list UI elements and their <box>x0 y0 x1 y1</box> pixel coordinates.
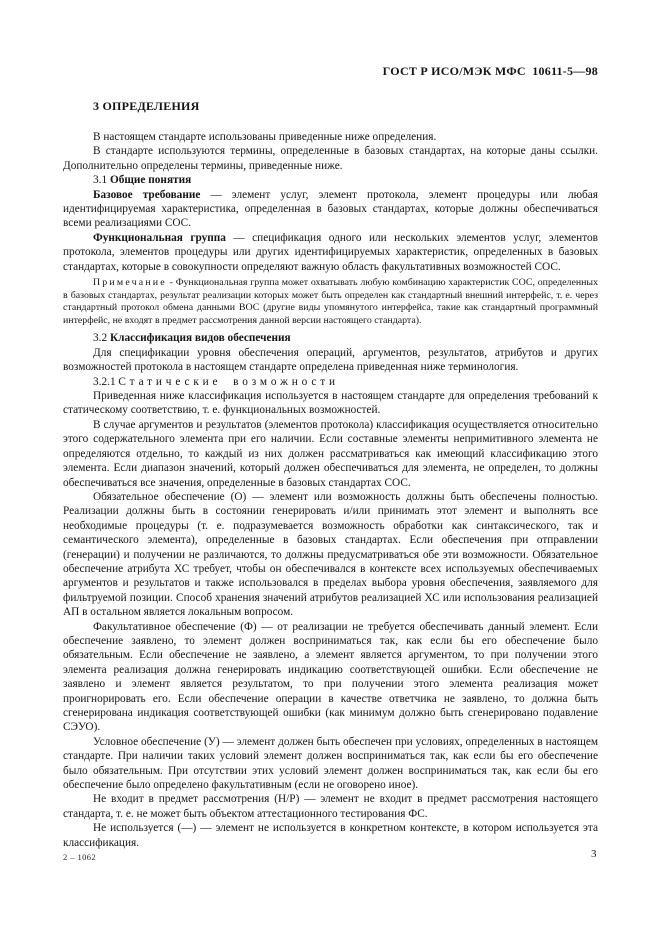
subsection-title: Общие понятия <box>109 174 192 187</box>
note-text: - Функциональная группа может охватывать любую комбинацию характеристик СОС, определенных в базовых стандартах, результат реализации которых может быть определен как стандартный внешний интерфейс, т. е. через стандартный протокол обмена данными ВОС (другие виды упомянутого интерфейса, такие как стандартный программный интерфейс, не входят в предмет рассмотрения данной версии настоящего стандарта). <box>63 277 599 326</box>
definition-not-used: Не используется (—) — элемент не используется в конкретном контексте, в котором используется эта классификация. <box>63 822 598 849</box>
page-content <box>63 64 598 850</box>
subsection-number: 3.2 <box>93 332 108 345</box>
paragraph-static-intro: Приведенная ниже классификация используется в настоящем стандарте для определения требований к статическому соответствию, т. е. функциональных возможностей. <box>63 390 598 417</box>
section-body <box>63 130 598 850</box>
subsection-number: 3.1 <box>93 174 108 187</box>
subsection-title-letterspaced: Статические возможности <box>118 375 339 388</box>
paragraph-arguments-results: В случае аргументов и результатов (элементов протокола) классификация осуществляется относительно этого содержательного элемента при его наличии. Если составные элементы непримитивного элемента не определяются отдельно, то каждый из них должен рассматриваться как имеющий классификацию этого элемента. Если диапазон значений, который должен обеспечиваться для элемента, не определен, то должны обеспечиваться все значения, определенные в базовых стандартах СОС. <box>63 418 598 489</box>
term-definition: — спецификация одного или нескольких элементов услуг, элементов протокола, элементов процедуры или других идентифицируемых характеристик, определенных в базовых стандартах, которые в совокупности определяют важную область факультативных возможностей СОС. <box>63 231 598 273</box>
definition-basic-requirement <box>63 188 598 231</box>
paragraph-intro-1: В настоящем стандарте использованы приведенные ниже определения. <box>93 131 437 143</box>
paragraph-intro-2: В стандарте используются термины, определенные в базовых стандартах, на которые даны ссылки. Дополнительно определены термины, приведенные ниже. <box>63 145 598 172</box>
subsection-3-1-heading <box>63 173 598 187</box>
print-order-signature: 2 – 1062 <box>63 852 97 862</box>
standard-designation-header: ГОСТ Р ИСО/МЭК МФС 10611-5—98 <box>382 64 598 78</box>
note-label: Примечание <box>93 277 167 289</box>
term-label: Функциональная группа <box>93 231 226 244</box>
paragraph-classification-intro: Для спецификации уровня обеспечения операций, аргументов, результатов, атрибутов и других возможностей протокола в настоящем стандарте определена приведенная ниже терминология. <box>63 346 598 374</box>
subsection-title: Классификация видов обеспечения <box>109 332 291 345</box>
term-label: Базовое требование <box>93 188 201 201</box>
page-number: 3 <box>591 848 597 860</box>
note-block <box>63 277 598 327</box>
subsection-number: 3.2.1 <box>93 375 116 388</box>
definition-mandatory-support: Обязательное обеспечение (О) — элемент или возможность должны быть обеспечены полностью. Реализации должны быть в состоянии генерировать и/или принимать этот элемент и выполнять все необходимые процедуры (т. е. подразумевается возможность обработки как синтаксического, так и семантического элемента), определенные в базовых стандартах. Если обеспечения при отправлении (генерации) и получении не различаются, то должны предусматриваться обе эти возможности. Обязательное обеспечение атрибута ХС требует, чтобы он обеспечивался в контексте всех используемых обеспечиваемых аргументов и результатов и также использовался в пределах выбора уровня обеспечения, заявляемого для фильтруемой позиции. Способ хранения значений атрибутов реализацией ХС или использования реализацией АП в остальном является локальным вопросом. <box>63 490 598 619</box>
definition-functional-group <box>63 231 598 274</box>
definition-conditional-support: Условное обеспечение (У) — элемент должен быть обеспечен при условиях, определенных в настоящем стандарте. При наличии таких условий элемент должен восприниматься так, как если бы его обеспечение было обязательным. При отсутствии этих условий элемент должен восприниматься так, как если бы его обеспечение было определено факультативным (если не оговорено иное). <box>63 735 598 792</box>
subsection-3-2-heading <box>63 331 598 345</box>
subsection-3-2-1-heading <box>63 375 598 389</box>
definition-out-of-scope: Не входит в предмет рассмотрения (Н/Р) — элемент не входит в предмет рассмотрения настоящего стандарта, т. е. не может быть объектом аттестационного тестирования ФС. <box>63 793 598 820</box>
section-heading: 3 ОПРЕДЕЛЕНИЯ <box>93 99 200 113</box>
definition-optional-support: Факультативное обеспечение (Ф) — от реализации не требуется обеспечивать данный элемент. Если обеспечение заявлено, то элемент должен восприниматься так, как если бы его обеспечение было обязательным. Если обеспечение не заявлено, а элемент является аргументом, то при получении этого элемента реализация должна генерировать индикацию соответствующей ошибки. Если обеспечение не заявлено и элемент является результатом, то при получении этого элемента реализация может проигнорировать его. Если обеспечение операции в качестве ответчика не заявлено, то должна быть сгенерирована индикация соответствующей ошибки (как минимум должно быть сгенерировано подавление СЭУО). <box>63 620 598 734</box>
term-definition: — элемент услуг, элемент протокола, элемент процедуры или любая идентифицируемая характеристика, определенная в базовых стандартах, которые должны обеспечиваться всеми реализациями СОС. <box>63 188 598 230</box>
